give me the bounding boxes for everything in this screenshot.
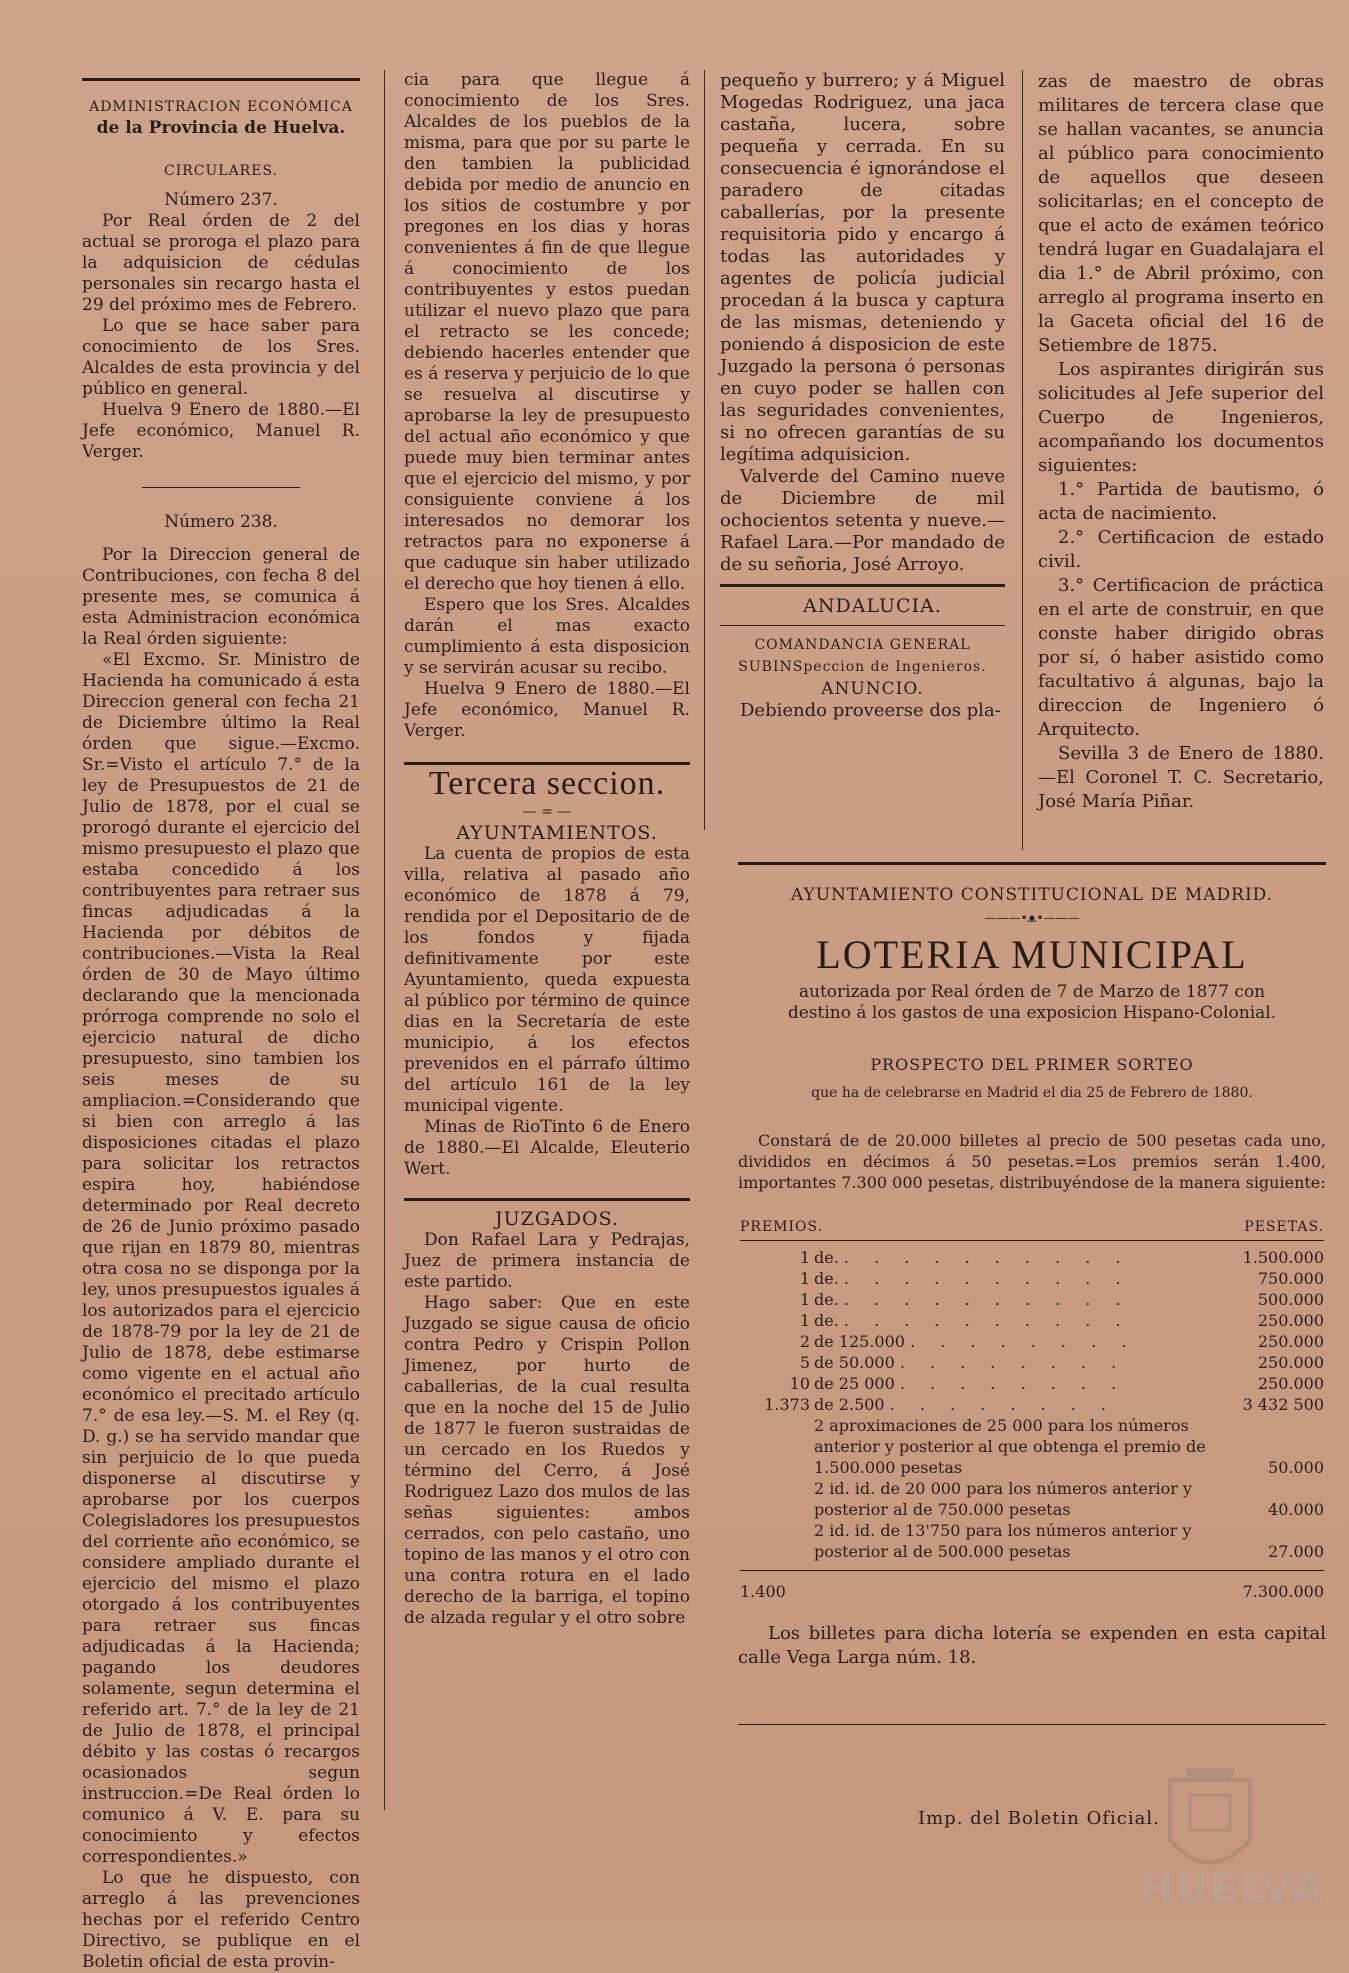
table-header [738,1217,1326,1238]
footer-imprenta: Imp. del Boletin Oficial. [918,1808,1160,1829]
section-rule [720,584,1005,587]
list-item: 2.° Certificacion de estado civil. [1038,527,1324,572]
column-3 [720,70,1005,722]
table-row: 1 de. . . . . . . . . . . 1.500.000 [799,1248,1324,1267]
divider [142,487,300,488]
ayuntamiento-madrid: AYUNTAMIENTO CONSTITUCIONAL DE MADRID. [790,885,1274,905]
table-row: 5 de 50.000 . . . . . . . . 250.000 [799,1353,1324,1372]
juzgados-heading: JUZGADOS. [495,1208,619,1230]
top-rule [82,78,360,81]
andalucia-heading: ANDALUCIA. [803,595,942,617]
autorizada-text: autorizada por Real órden de 7 de Marzo de 1877 con destino á los gastos de una exposicion Hispano-Colonial. [787,982,1277,1023]
col-pesetas: PESETAS. [1244,1219,1324,1235]
paragraph: Por la Direccion general de Contribuciones, con fecha 8 del presente mes, se comunica á esta Administracion económica la Real órden siguiente: [82,545,360,649]
divider [720,625,1005,626]
column-divider [1022,70,1023,850]
section-rule [738,862,1326,865]
column-4 [1038,70,1324,814]
number-237: Número 237. [164,190,278,210]
paragraph: Lo que se hace saber para conocimiento de los Sres. Alcaldes de esta provincia y del público en general. [82,316,360,399]
signature: Minas de RioTinto 6 de Enero de 1880.—El Alcalde, Eleuterio Wert. [404,1117,690,1179]
paragraph: Espero que los Sres. Alcaldes darán el mas exacto cumplimiento á esta disposicion y se servirán acusar su recibo. [404,595,690,678]
total-row: 1.400 7.300.000 [740,1582,1324,1601]
paragraph: Debiendo proveerse dos pla- [740,700,1001,721]
list-item: 1.° Partida de bautismo, ó acta de nacimiento. [1038,479,1324,524]
table-row: 2 de 125.000 . . . . . . . . 250.000 [799,1332,1324,1351]
divider [740,1570,1324,1571]
divider [740,1240,1324,1241]
col-premios: PREMIOS. [740,1219,824,1235]
header-provincia: de la Provincia de Huelva. [96,118,346,138]
signature: Huelva 9 Enero de 1880.—El Jefe económico, Manuel R. Verger. [82,400,360,462]
prizes-table [738,1217,1326,1602]
table-row: 10 de 25 000 . . . . . . . . 250.000 [789,1374,1324,1393]
paragraph: Valverde del Camino nueve de Diciembre de mil ochocientos setenta y nueve.—Rafael Lara.—Por mandado de de su señoria, José Arroyo. [720,466,1005,575]
paragraph: «El Excmo. Sr. Ministro de Hacienda ha comunicado á esta Direccion general con fecha 21 de Diciembre último la Real órden que sigue.—Excmo. Sr.=Visto el artículo 7.° de la ley de Presupuestos de 21 de Julio de 1878, por el cual se prorogó durante el ejercicio del mismo presupuesto el plazo que estaba concedido á los contribuyentes para retraer sus fincas adjudicadas á la Hacienda por débitos de contribuciones.—Vista la Real órden de 30 de Mayo último declarando que la mencionada prórroga comprende no solo el ejercicio natural de dicho presupuesto, sino tambien los seis meses de su ampliacion.=Considerando que si bien con arreglo á las disposiciones citadas el plazo para solicitar los retractos espira hoy, habiéndose determinado por Real decreto de 26 de Junio próximo pasado que rijan en 1879 80, mientras otra cosa no se disponga por la ley, unos presupuestos iguales á los autorizados para el ejercicio de 1878-79 por la ley de 21 de Julio de 1878, debe estimarse como vigente en el actual año económico el precitado artículo 7.° de esa ley.—S. M. el Rey (q. D. g.) se ha servido mandar que sin perjuicio de lo que pueda disponerse al discutirse y aprobarse por los cuerpos Colegisladores los presupuestos del corriente año económico, se considere ampliado durante el ejercicio del mismo el plazo otorgado á los contribuyentes para retraer sus fincas adjudicadas á la Hacienda; pagando los deudores solamente, segun determina el referido art. 7.° de la ley de 21 de Julio de 1878, el principal débito y las costas ó recargos ocasionados segun instruccion.=De Real órden lo comunico á V. E. para su conocimiento y efectos correspondientes.» [82,650,360,1867]
comandancia-heading: COMANDANCIA GENERAL SUBINSpeccion de Ingenieros. [738,637,987,675]
number-238: Número 238. [164,512,278,532]
prospecto-heading: PROSPECTO DEL PRIMER SORTEO [870,1055,1194,1074]
divider [738,1724,1326,1725]
column-2 [404,70,690,1629]
paragraph: La cuenta de propios de esta villa, relativa al pasado año económico de 1878 á 79, rendida por el Depositario de de los fondos y fijada definitivamente por este Ayuntamiento, queda expuesta al público por término de quince dias en la Secretaría de este municipio, á los efectos prevenidos en el párrafo último del artículo 161 de la ley municipal vigente. [404,844,690,1116]
table-row: 2 aproximaciones de 25 000 para los números anterior y posterior al que obtenga el premio de 1.500.000 pesetas 50.000 [814,1416,1324,1477]
anuncio-heading: ANUNCIO. [821,679,924,699]
header-administracion: ADMINISTRACION ECONÓMICA [89,99,353,115]
paragraph: Los aspirantes dirigirán sus solicitudes al Jefe superior del Cuerpo de Ingenieros, acompañando los documentos siguientes: [1038,359,1324,476]
ornament: — = — [522,804,572,820]
billetes-paragraph: Los billetes para dicha lotería se expenden en esta capital calle Vega Larga núm. 18. [738,1623,1326,1668]
intro-paragraph: Constará de de 20.000 billetes al precio de 500 pesetas cada uno, divididos en décimos á 50 pesetas.=Los premios serán 1.400, importantes 7.300 000 pesetas, distribuyéndose de la manera siguiente: [738,1131,1326,1192]
paragraph: Lo que he dispuesto, con arreglo á las prevenciones hechas por el referido Centro Directivo, se publique en el Boletin oficial de esta provin- [82,1868,360,1972]
signature: Huelva 9 Enero de 1880.—El Jefe económico, Manuel R. Verger. [404,679,690,741]
section-rule [404,1198,690,1201]
ayuntamientos-heading: AYUNTAMIENTOS. [456,822,658,844]
table-row: 1 de. . . . . . . . . . . 250.000 [799,1311,1324,1330]
celebrarse-text: que ha de celebrarse en Madrid el dia 25 de Febrero de 1880. [811,1085,1253,1101]
loteria-section [738,862,1326,1733]
paragraph: Hago saber: Que en este Juzgado se sigue causa de oficio contra Pedro y Crispin Pollon Jimenez, por hurto de caballerias, de la cual resulta que en la noche del 15 de Julio de 1877 le fueron sustraidas de un cercado en los Ruedos y término del Cerro, á José Rodriguez Lazo dos mulos de las señas siguientes: ambos cerrados, con pelo castaño, uno topino de las manos y el otro con una contra rotura en el lado derecho de la barriga, el topino de alzada regular y el otro sobre [404,1293,690,1628]
signature: Sevilla 3 de Enero de 1880.—El Coronel T. C. Secretario, José María Piñar. [1038,743,1324,812]
column-divider [384,70,385,1810]
table-row: 1.373 de 2.500 . . . . . . . . 3 432 500 [764,1395,1324,1414]
list-item: 3.° Certificacion de práctica en el arte de construir, en que conste haber dirigido obras por sí, ó haber asistido como facultativo á algunas, bajo la direccion de Ingeniero ó Arquitecto. [1038,575,1324,740]
column-divider [704,70,705,830]
loteria-title: LOTERIA MUNICIPAL [816,932,1248,977]
paragraph: pequeño y burrero; y á Miguel Mogedas Rodriguez, una jaca castaña, lucera, sobre pequeña y cerrada. En su consecuencia é ignorándose el paradero de citadas caballerías, por la presente requisitoria pido y encargo á todas las autoridades y agentes de policía judicial procedan á la busca y captura de las mismas, deteniendo y poniendo á disposicion de este Juzgado la persona ó personas en cuyo poder se hallen con las seguridades convenientes, si no ofrecen garantías de su legítima adquisicion. [720,70,1005,465]
column-1 [82,70,360,1973]
ornament: ———•ᴥ•——— [984,911,1080,925]
table-row: 1 de. . . . . . . . . . . 500.000 [799,1290,1324,1309]
table-row: 2 id. id. de 20 000 para los números anterior y posterior al de 750.000 pesetas 40.000 [814,1479,1324,1519]
stamp-watermark: HUELVA [1140,1866,1325,1912]
paragraph: cia para que llegue á conocimiento de los Sres. Alcaldes de los pueblos de la misma, para que por su parte le den tambien la publicidad debida por medio de anuncio en los sitios de costumbre y por pregones en los dias y horas convenientes á fin de que llegue á conocimiento de los contribuyentes y estos puedan utilizar el nuevo plazo que para el retracto se les concede; debiendo hacerles entender que es á reserva y perjuicio de lo que se resuelva al discutirse y aprobarse la ley de presupuesto del actual año económico y que puede muy bien terminar antes que el ejercicio del mismo, y por consiguiente conviene á los interesados no demorar los retractos para no exponerse á que caduque sin haber utilizado el derecho que hoy tienen á ello. [404,70,690,594]
table-row: 2 id. id. de 13'750 para los números anterior y posterior al de 500.000 pesetas 27.000 [814,1521,1324,1561]
paragraph: Don Rafael Lara y Pedrajas, Juez de primera instancia de este partido. [404,1230,690,1292]
section-title: Tercera seccion. [428,765,666,802]
circulares-heading: CIRCULARES. [163,163,278,179]
paragraph: Por Real órden de 2 del actual se proroga el plazo para la adquisicion de cédulas personales sin recargo hasta el 29 del próximo mes de Febrero. [82,211,360,315]
paragraph: zas de maestro de obras militares de tercera clase que se hallan vacantes, se anuncia al público para conocimiento de aquellos que deseen solicitarlas; en el concepto de que el acto de exámen teórico tendrá lugar en Guadalajara el dia 1.° de Abril próximo, con arreglo al programa inserto en la Gaceta oficial del 16 de Setiembre de 1875. [1038,71,1324,356]
table-row: 1 de. . . . . . . . . . . 750.000 [799,1269,1324,1288]
